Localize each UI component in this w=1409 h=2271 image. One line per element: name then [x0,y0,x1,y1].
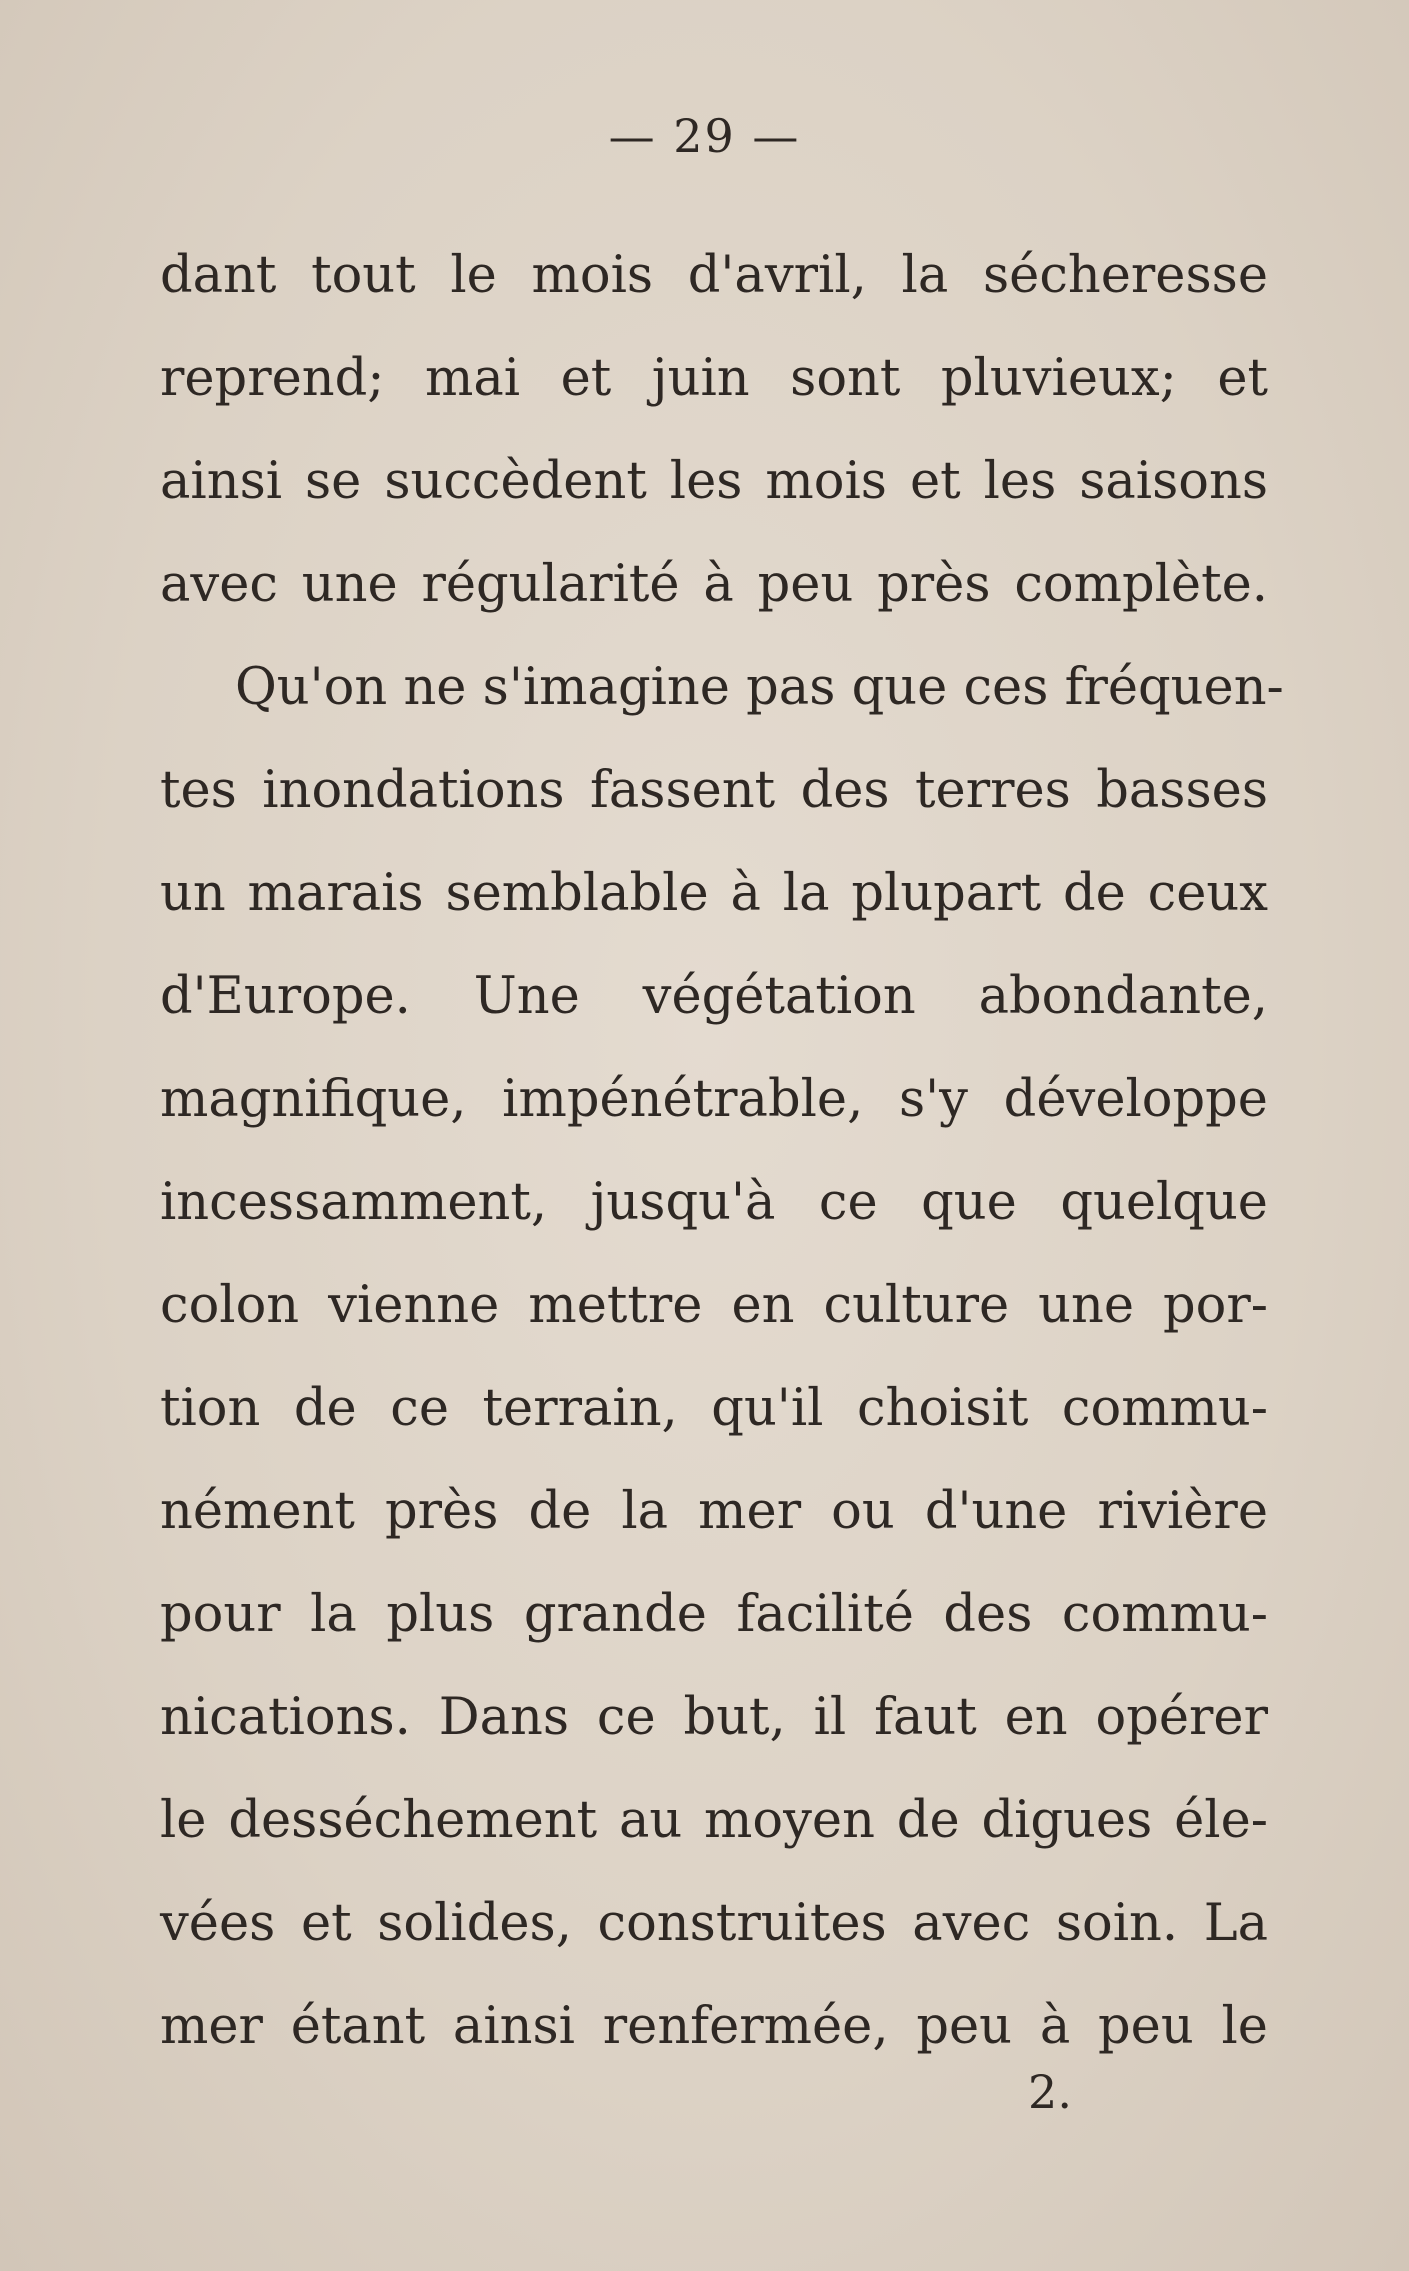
text-line: mer étant ainsi renfermée, peu à peu le [160,1997,1268,2056]
text-line: Qu'on ne s'imagine pas que ces fréquen- [235,658,1284,717]
page-number: — 29 — [608,109,801,163]
signature-mark: 2. [1028,2065,1072,2119]
text-line: un marais semblable à la plupart de ceux [160,864,1268,923]
text-line: dant tout le mois d'avril, la sécheresse [160,246,1268,305]
text-line: magnifique, impénétrable, s'y développe [160,1070,1268,1129]
text-line: incessamment, jusqu'à ce que quelque [160,1173,1268,1232]
text-line: ainsi se succèdent les mois et les saisons [160,452,1268,511]
text-line: nications. Dans ce but, il faut en opérer [160,1688,1268,1747]
body-text [160,224,1284,2078]
text-line: reprend; mai et juin sont pluvieux; et [160,349,1268,408]
text-line: tes inondations fassent des terres basses [160,761,1268,820]
text-line: d'Europe. Une végétation abondante, [160,967,1268,1026]
text-line: le desséchement au moyen de digues éle- [160,1791,1268,1850]
text-line: vées et solides, construites avec soin. La [160,1894,1268,1953]
text-line: tion de ce terrain, qu'il choisit commu- [160,1379,1268,1438]
text-line: pour la plus grande facilité des commu- [160,1585,1268,1644]
text-line: colon vienne mettre en culture une por- [160,1276,1268,1335]
text-line: nément près de la mer ou d'une rivière [160,1482,1268,1541]
text-line: avec une régularité à peu près complète. [160,555,1268,614]
